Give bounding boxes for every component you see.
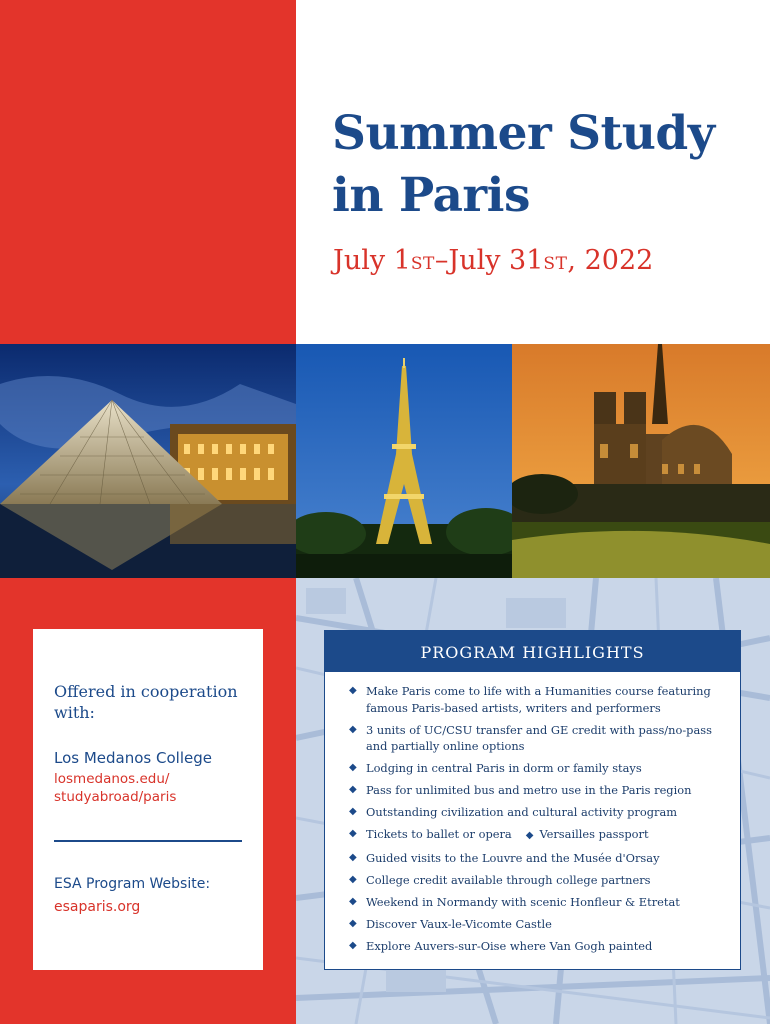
highlights-list	[325, 672, 740, 955]
list-item: ◆ Weekend in Normandy with scenic Honfleur & Etretat	[349, 894, 728, 911]
college-name: Los Medanos College	[54, 749, 212, 767]
list-item: ◆ Guided visits to the Louvre and the Musée d'Orsay	[349, 850, 728, 867]
tickets-item: Tickets to ballet or opera	[366, 827, 512, 841]
list-item: ◆ Make Paris come to life with a Humanities course featuring famous Paris-based artists, writers and performers	[349, 683, 728, 716]
program-dates	[333, 245, 653, 276]
page-title	[332, 103, 752, 227]
esa-website-link[interactable]: esaparis.org	[54, 899, 141, 915]
list-item	[349, 826, 728, 845]
diamond-bullet-icon: ◆	[525, 830, 534, 841]
list-item: ◆ Explore Auvers-sur-Oise where Van Gogh painted	[349, 938, 728, 955]
title-line-2: in Paris	[332, 168, 530, 223]
photo-strip	[0, 344, 770, 578]
red-panel-top	[0, 0, 296, 344]
eiffel-tower-photo	[296, 344, 512, 578]
list-item: ◆ Outstanding civilization and cultural activity program	[349, 804, 728, 821]
college-link[interactable]: losmedanos.edu/ studyabroad/paris	[54, 771, 177, 805]
list-item: ◆ Discover Vaux-le-Vicomte Castle	[349, 916, 728, 933]
louvre-pyramid-photo	[0, 344, 296, 578]
list-item: ◆ College credit available through college partners	[349, 872, 728, 889]
esa-website-label: ESA Program Website:	[54, 876, 211, 892]
list-item: ◆ Lodging in central Paris in dorm or family stays	[349, 760, 728, 777]
start-date: July 1	[333, 245, 411, 276]
program-highlights-card	[324, 630, 741, 970]
list-item: ◆ 3 units of UC/CSU transfer and GE credit with pass/no-pass and partially online options	[349, 722, 728, 755]
date-dash: –	[434, 245, 449, 276]
versailles-item: Versailles passport	[539, 827, 649, 841]
end-date: July 31	[448, 245, 544, 276]
program-highlights-heading: PROGRAM HIGHLIGHTS	[325, 631, 740, 672]
start-date-suffix: ST	[410, 254, 435, 274]
list-item: ◆ Pass for unlimited bus and metro use in the Paris region	[349, 782, 728, 799]
divider	[54, 840, 242, 842]
year: , 2022	[567, 245, 654, 276]
end-date-suffix: ST	[543, 254, 568, 274]
notre-dame-photo	[512, 344, 770, 578]
title-line-1: Summer Study	[332, 106, 715, 161]
offered-in-cooperation: Offered in cooperation with:	[54, 682, 238, 722]
partner-card	[33, 629, 263, 970]
